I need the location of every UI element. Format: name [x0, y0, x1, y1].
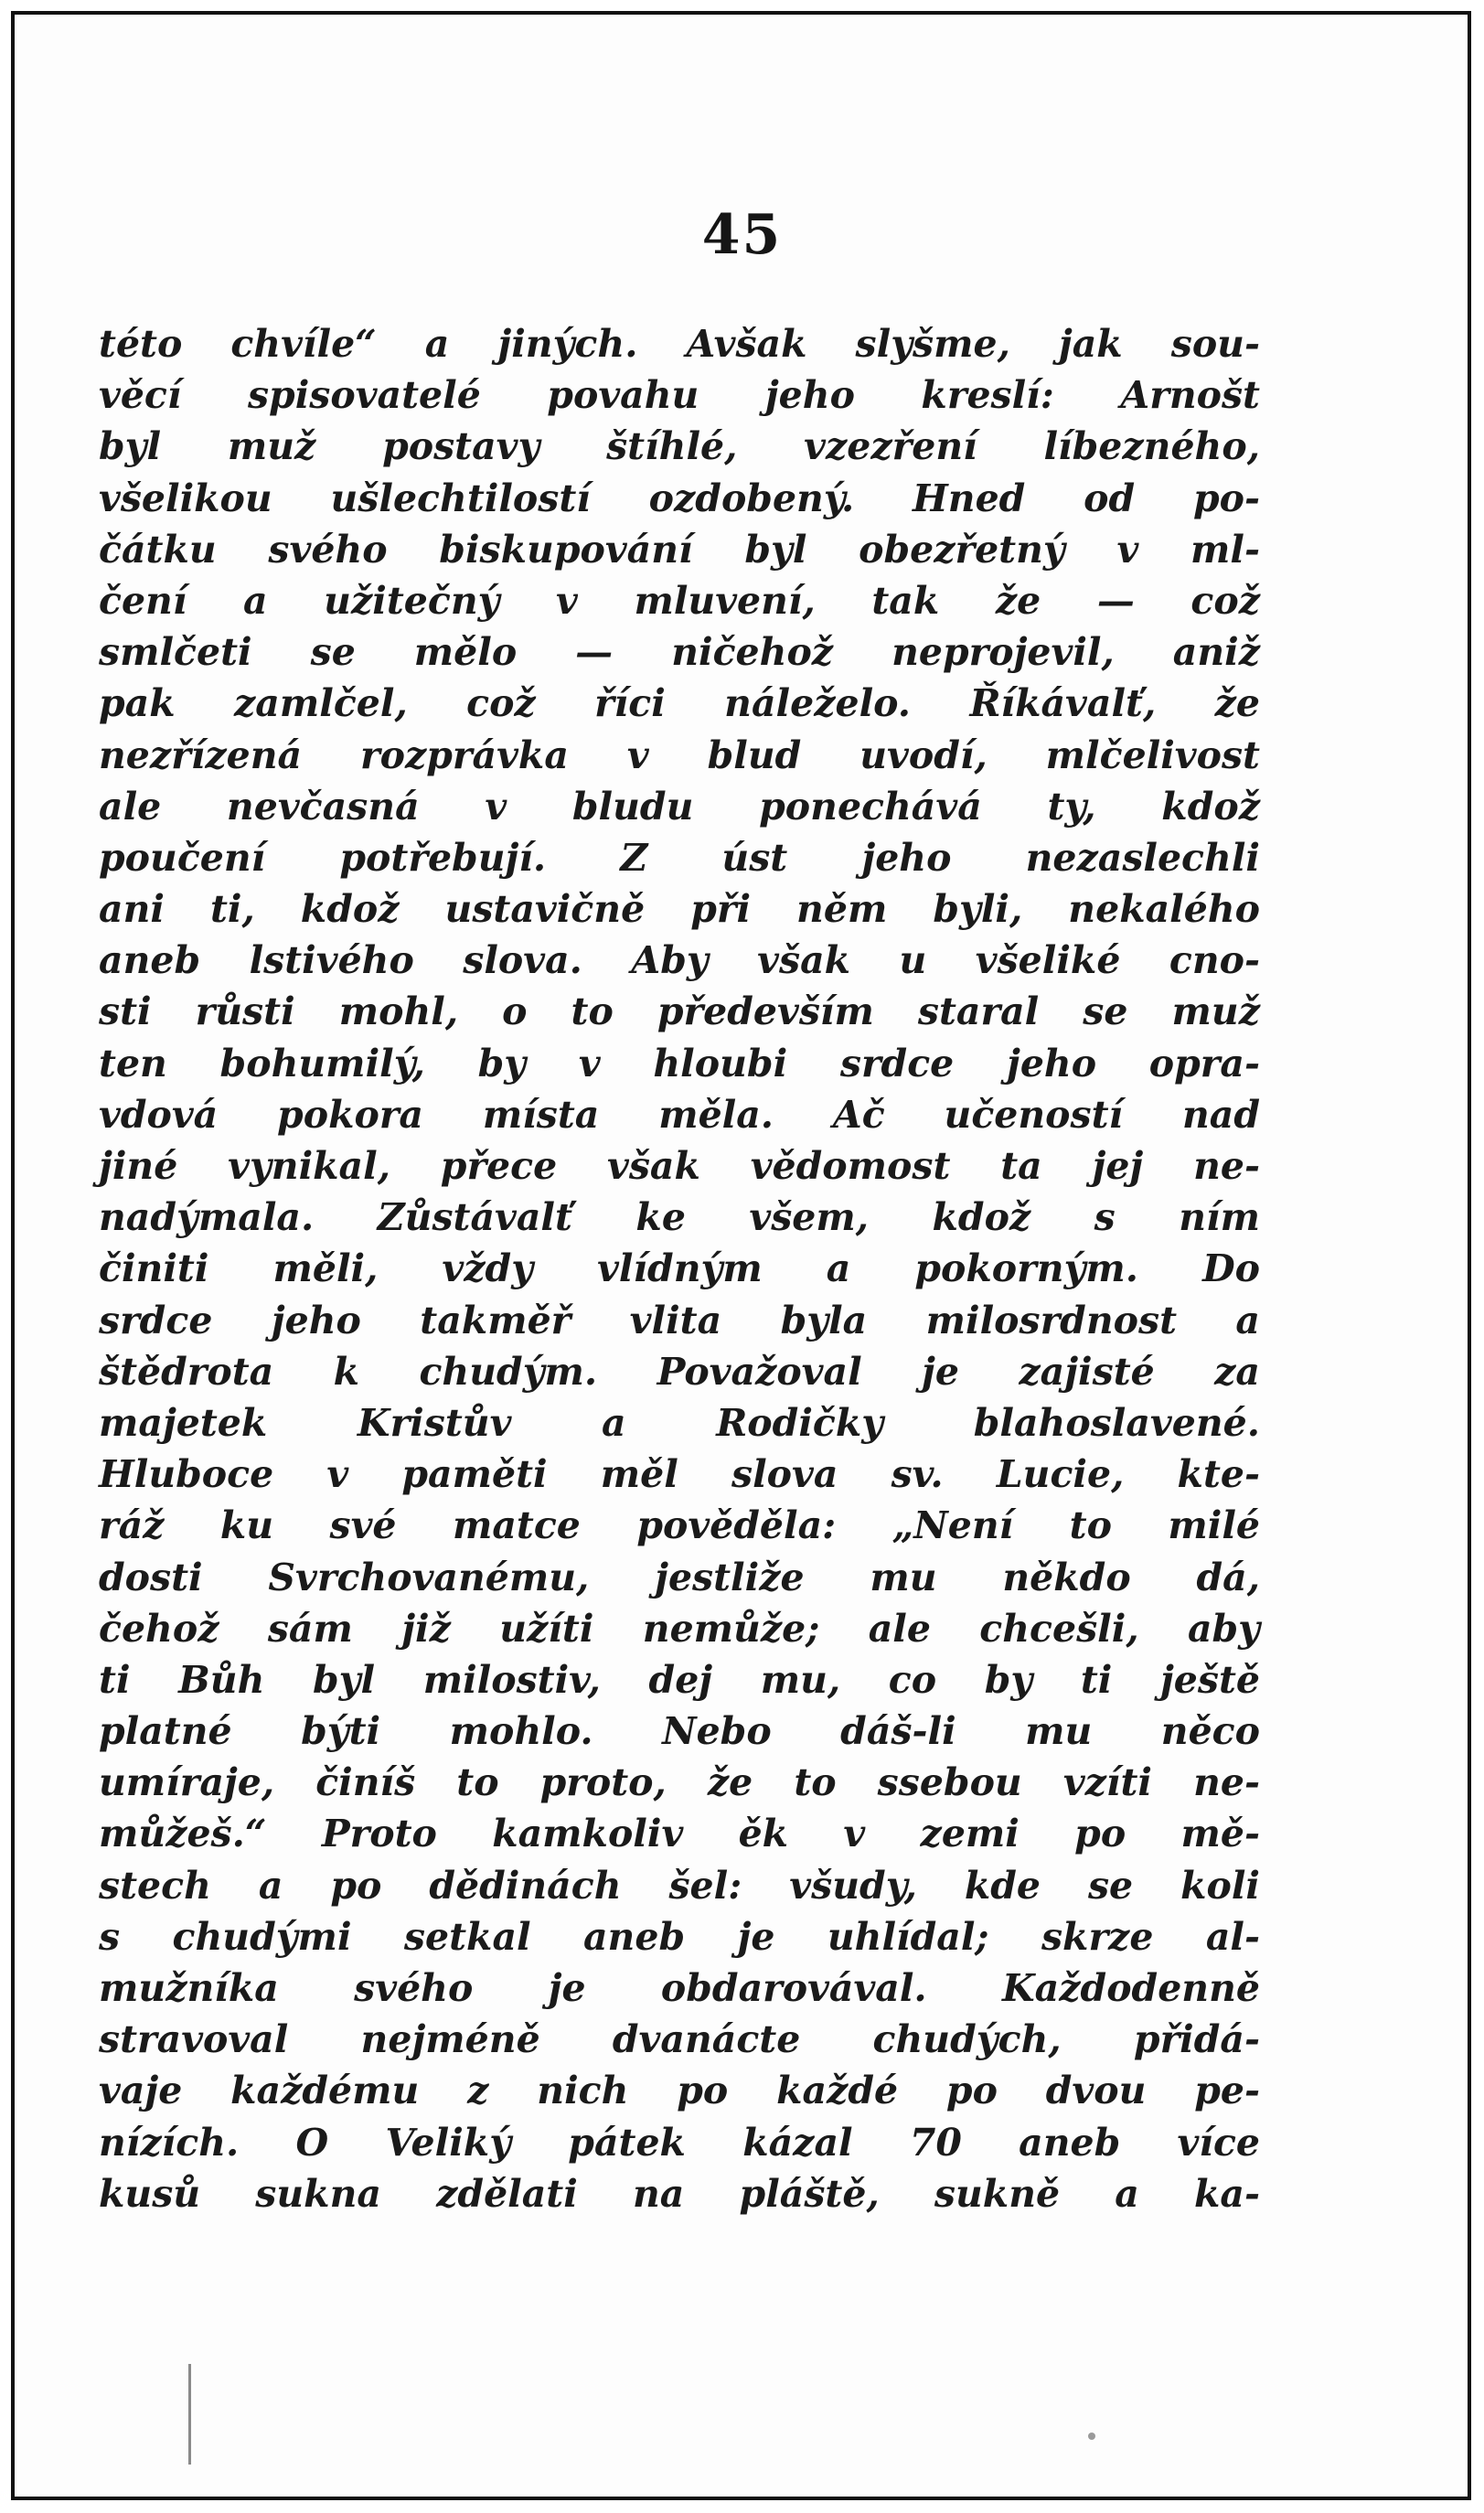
text-line: ten bohumilý, by v hloubi srdce jeho opra-	[99, 1041, 1260, 1085]
text-line: majetek Kristův a Rodičky blahoslavené.	[99, 1400, 1260, 1445]
text-line: platné býti mohlo. Nebo dáš-li mu něco	[99, 1709, 1260, 1754]
text-line: Hluboce v paměti měl slova sv. Lucie, kte-	[99, 1452, 1260, 1497]
text-line: vdová pokora místa měla. Ač učeností nad	[99, 1092, 1260, 1137]
text-line: ti Bůh byl milostiv, dej mu, co by ti ještě	[99, 1657, 1260, 1702]
text-line: věcí spisovatelé povahu jeho kreslí: Arnošt	[99, 373, 1260, 418]
text-line: mužníka svého je obdarovával. Každodenně	[99, 1966, 1260, 2010]
text-line: čehož sám již užíti nemůže; ale chcešli, aby	[99, 1606, 1260, 1651]
text-line: poučení potřebují. Z úst jeho nezaslechli	[99, 835, 1260, 880]
text-line: byl muž postavy štíhlé, vzezření líbezného,	[99, 424, 1260, 469]
text-line: nízích. O Veliký pátek kázal 70 aneb více	[99, 2120, 1260, 2165]
text-line: čení a užitečný v mluvení, tak že — což	[99, 578, 1260, 623]
text-line: kusů sukna zdělati na pláště, sukně a ka-	[99, 2171, 1260, 2216]
text-line: s chudými setkal aneb je uhlídal; skrze al-	[99, 1914, 1260, 1959]
text-line: vaje každému z nich po každé po dvou pe-	[99, 2069, 1260, 2113]
scan-speck	[1088, 2433, 1095, 2440]
text-line: všelikou ušlechtilostí ozdobený. Hned od po-	[99, 476, 1260, 520]
text-line: činiti měli, vždy vlídným a pokorným. Do	[99, 1246, 1260, 1291]
text-line: ráž ku své matce pověděla: „Není to milé	[99, 1503, 1260, 1548]
text-line: aneb lstivého slova. Aby však u všeliké cno-	[99, 938, 1260, 983]
text-line: pak zamlčel, což říci náleželo. Říkávalť, že	[99, 681, 1260, 726]
text-line: smlčeti se mělo — ničehož neprojevil, aniž	[99, 630, 1260, 675]
text-line: čátku svého biskupování byl obezřetný v ml-	[99, 527, 1260, 572]
text-line: umíraje, činíš to proto, že to ssebou vzíti ne-	[99, 1760, 1260, 1805]
text-line: štědrota k chudým. Považoval je zajisté za	[99, 1349, 1260, 1394]
text-line: nadýmala. Zůstávalť ke všem, kdož s ním	[99, 1195, 1260, 1240]
text-line: ani ti, kdož ustavičně při něm byli, nekalého	[99, 887, 1260, 932]
text-line: můžeš.“ Proto kamkoliv ěk v zemi po mě-	[99, 1812, 1260, 1856]
text-line: sti růsti mohl, o to především staral se muž	[99, 989, 1260, 1034]
text-line: srdce jeho takměř vlita byla milosrdnost a	[99, 1298, 1260, 1342]
text-line: stech a po dědinách šel: všudy, kde se koli	[99, 1863, 1260, 1908]
text-line: nezřízená rozprávka v blud uvodí, mlčelivost	[99, 733, 1260, 777]
text-line: dosti Svrchovanému, jestliže mu někdo dá,	[99, 1555, 1260, 1599]
text-line: stravoval nejméně dvanácte chudých, přidá-	[99, 2017, 1260, 2062]
text-line: ale nevčasná v bludu ponechává ty, kdož	[99, 784, 1260, 829]
margin-mark	[188, 2364, 191, 2465]
body-text	[99, 318, 1260, 2219]
page-number: 45	[701, 203, 783, 267]
text-line: jiné vynikal, přece však vědomost ta jej ne-	[99, 1144, 1260, 1188]
text-line: této chvíle“ a jiných. Avšak slyšme, jak sou-	[99, 322, 1260, 366]
